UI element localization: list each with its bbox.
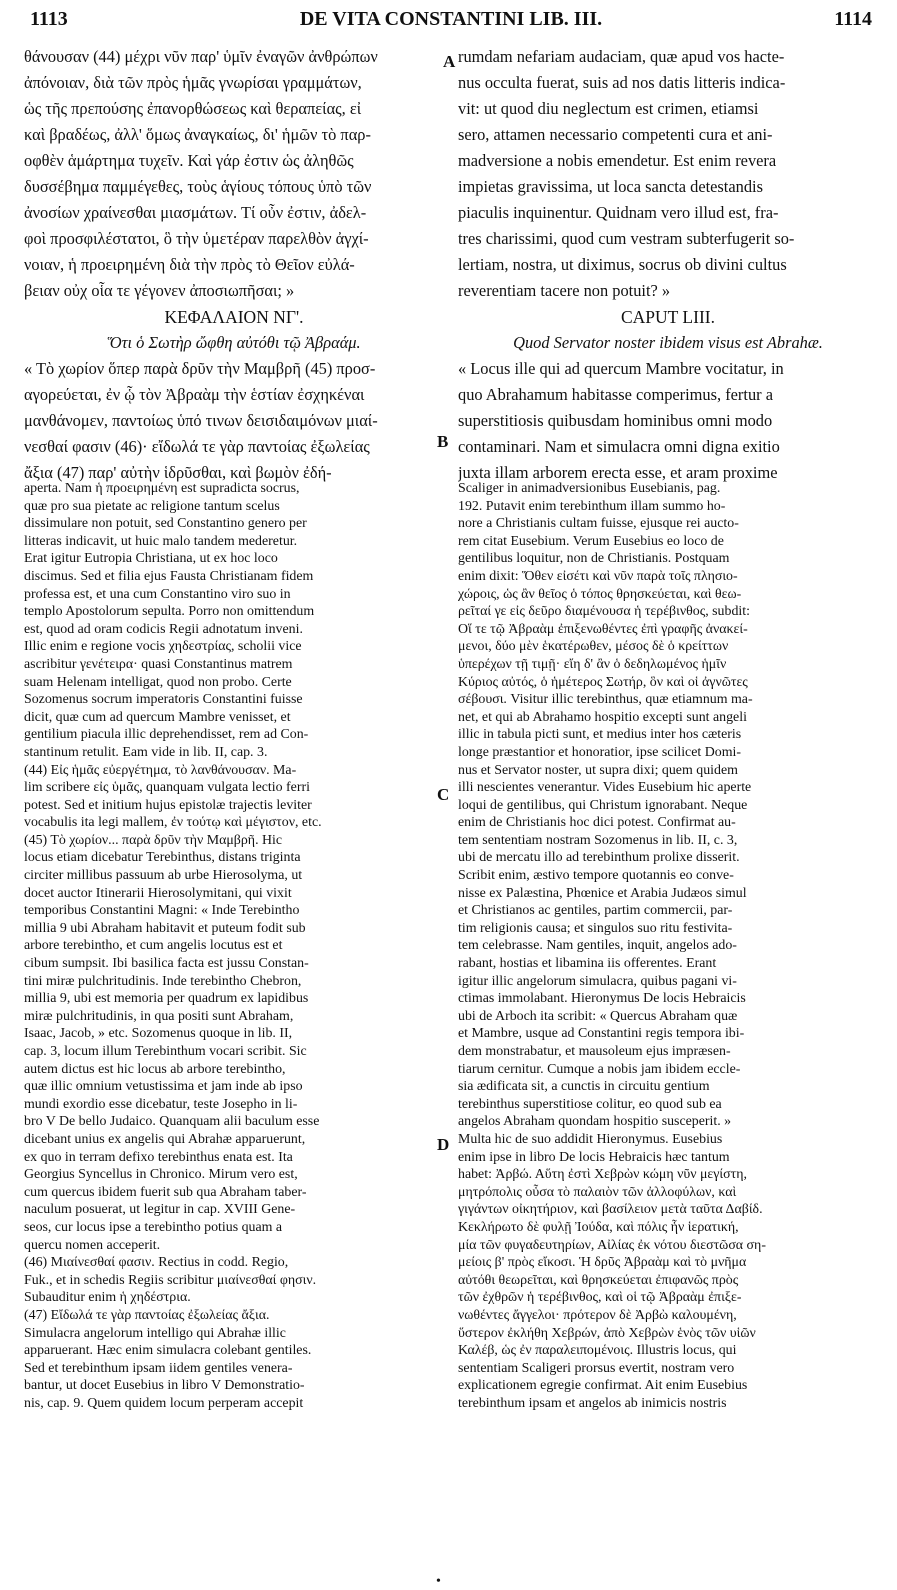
footnote-line: tiarum cernitur. Cumque a nobis jam ibidem eccle- [458,1061,741,1077]
text-line: αγορεύεται, ἐν ᾧ τὸν Ἀβραὰμ τὴν ἑστίαν ἐσχηκέναι [24,385,365,404]
margin-marker-b: B [437,432,449,451]
text-line: ἀνοσίων χραίνεσθαι μιασμάτων. Τί οὖν ἐστιν, ἀδελ- [24,203,367,222]
footnote-line: illi nescientes venerantur. Vides Eusebium hic aperte [458,780,752,796]
footnote-line: apparuerant. Hæc enim simulacra colebant gentiles. [24,1343,312,1359]
footnote-line: nis, cap. 9. Quem quidem locum perperam accepit [24,1395,304,1411]
footnote-line: Simulacra angelorum intelligo qui Abrahæ illic [24,1325,286,1341]
footnote-line: Isaac, Jacob, » etc. Sozomenus quoque in lib. II, [24,1026,293,1042]
footnote-line: et Christianos ac gentiles, partim commercii, par- [458,903,733,919]
text-line: lertiam, nostra, ut diximus, socrus ob divini cultus [458,255,787,274]
greek-text-column [24,44,444,486]
footnote-line: μενοι, δύο μὲν ἑκατέρωθεν, μέσος δὲ ὁ κρείττων [458,639,729,655]
footnote-line: Κεκλήρωτο δὲ φυλῇ Ἰούδα, καὶ πόλις ἦν ἱερατική, [458,1219,739,1235]
text-line: tres charissimi, quod cum vestram subterfugerit so- [458,229,795,248]
text-line: piaculis inquinentur. Quidnam vero illud est, fra- [458,203,779,222]
margin-marker-a: A [443,52,456,71]
text-line: rumdam nefariam audaciam, quæ apud vos hacte- [458,47,785,66]
footnote-line: dicit, quæ cum ad quercum Mambre venisset, et [24,709,291,725]
footnote-line: dem monstrabatur, et mausoleum ejus impræsen- [458,1044,731,1059]
footnote-line: ὕστερον ἐκλήθη Χεβρών, ἀπὸ Χεβρὼν ἑνὸς τῶν υἱῶν [458,1325,756,1341]
footnote-line: nisse ex Palæstina, Phœnice et Arabia Judæos simul [458,885,747,901]
footnote-line: ubi de Arboch ita scribit: « Quercus Abraham quæ [458,1008,738,1024]
footnote-line: nore a Christianis cultam fuisse, ejusque rei aucto- [458,516,739,532]
footnote-line: bantur, ut docet Eusebius in libro V Demonstratio- [24,1378,305,1394]
footnote-line: Sed et terebinthum ipsam iidem gentiles venera- [24,1360,293,1376]
footnote-line: cibum sumpsit. Ibi basilica facta est jussu Constan- [24,956,309,972]
footnote-line: ubi de mercatu illo ad terebinthum prolixe disserit. [458,850,740,866]
footnote-line: bro V De bello Judaico. Quanquam alii baculum esse [24,1114,320,1130]
footnote-line: μητρόπολις οὖσα τὸ παλαιὸν τῶν ἀλλοφύλων, καὶ [458,1184,737,1200]
text-line: madversione a nobis emendetur. Est enim revera [458,151,777,170]
footer-mark: • [436,1574,441,1589]
text-line: impietas gravissima, ut loca sancta detestandis [458,177,763,196]
footnote-line: est, quod ad oram codicis Regii adnotatum inveni. [24,621,303,637]
footnote-line: millia 9 ubi Abraham habitavit et puteum fodit sub [24,920,306,936]
text-line: reverentiam tacere non potuit? » [458,281,671,300]
footnote-line: stantinum retulit. Eam vide in lib. II, cap. 3. [24,744,268,760]
footnote-line: lim scribere εἰς ὑμᾶς, quanquam vulgata lectio ferri [24,780,310,796]
footnote-line: tini miræ pulchritudinis. Inde terebintho Chebron, [24,973,302,989]
footnote-line: tem celebrasse. Nam gentiles, inquit, angelos ado- [458,938,737,954]
footnote-line: Κύριος αὐτός, ὁ ἡμέτερος Σωτήρ, ὃν καὶ οἱ ἀγνῶτες [458,674,748,690]
footnote-line: τῶν ἐχθρῶν ἡ τερέβινθος, καὶ οἱ τῷ Ἀβραὰμ ἐπιξε- [458,1290,742,1306]
text-line: vit: ut quod diu neglectum est crimen, etiamsi [458,99,759,118]
running-title: DE VITA CONSTANTINI LIB. III. [299,8,603,30]
footnote-line: Subauditur enim ἡ χηδέστρια. [24,1290,191,1306]
footnote-line: litteras indicavit, ut huic malo tandem mederetur. [24,533,298,549]
text-line: οφθὲν ἁμάρτημα τυχεῖν. Καὶ γάρ ἐστιν ὡς ἀληθῶς [24,151,354,170]
footnote-line: ascribitur γενέτειρα· quasi Constantinus matrem [24,656,293,672]
footnote-line: suam Helenam intelligat, quod non probo. Certe [24,674,292,690]
footnote-line: gentilium piacula illic deprehendisset, rem ad Con- [24,727,309,743]
footnote-line: terebinthus superstitiose colitur, eo quod sub ea [458,1096,722,1112]
footnote-line: quæ illic omnium vetustissima et jam inde ab ipso [24,1079,303,1095]
footnote-line: ctimas immolabant. Hieronymus De locis Hebraicis [458,991,746,1007]
footnote-line: (46) Μιαίνεσθαί φασιν. Rectius in codd. Regio, [24,1255,289,1271]
footnote-line: terebinthum ipsam et angelos ab inimicis nostris [458,1395,727,1411]
footnote-line: rem citat Eusebium. Verum Eusebius eo loco de [458,533,724,549]
footnote-line: ex quo in terram defixo terebinthus enata est. Ita [24,1149,293,1165]
footnote-line: μείοις β' πρὸς εἴκοσι. Ἡ δρῦς Ἀβραὰμ καὶ τὸ μνῆμα [458,1255,747,1271]
footnote-line: longe præstantior et honoratior, ipse scilicet Domi- [458,744,741,760]
footnote-line: αὐτόθι θεωρεῖται, καὶ θρησκεύεται ἐπιφανῶς πρὸς [458,1272,739,1288]
footnote-line: dissimulare non potuit, sed Constantino genero per [24,516,307,532]
footnote-line: net, et qui ab Abrahamo hospitio excepti sunt angeli [458,709,747,725]
footnote-line: naculum posuerat, ut legitur in cap. XVIII Gene- [24,1202,296,1218]
footnote-line: gentilibus loquitur, non de Christianis. Postquam [458,551,730,567]
text-line: νοιαν, ἡ προειρημένη διὰ τὴν πρὸς τὸ Θεῖον εὐλά- [24,255,355,274]
footnote-line: sententiam Scaligeri prorsus evertit, nostram vero [458,1360,735,1376]
footnote-line: Scribit enim, æstivo tempore quotannis eo conve- [458,868,734,884]
chapter-title: CAPUT LIII. [621,307,715,327]
footnote-line: professa est, et una cum Constantino viro suo in [24,586,291,602]
text-line: « Τὸ χωρίον ὅπερ παρὰ δρῦν τὴν Μαμβρῆ (45) προσ- [24,359,376,378]
footnote-line: cum quercus ibidem fuerit sub qua Abraham taber- [24,1184,307,1200]
footnote-line: sia ædificata sit, a cunctis in circuitu gentium [458,1079,710,1095]
footnote-line: (44) Εἰς ἡμᾶς εὐεργέτημα, τὸ λανθάνουσαν. Ma- [24,762,297,778]
footnote-line: cap. 3, locum illum Terebinthum vocari scribit. Sic [24,1044,307,1059]
page-number-right: 1114 [834,8,872,30]
footnote-line: tem sententiam nostram Sozomenus in lib. II, c. 3, [458,832,738,848]
text-line: βειαν οὐχ οἷα τε γέγονεν ἀποσιωπῆσαι; » [24,281,295,300]
text-line: ἄξια (47) παρ' αὐτὴν ἱδρῦσθαι, καὶ βωμὸν ἐδή- [24,463,332,482]
footnote-line: Illic enim e regione vocis χηδεστρίας, scholii vice [24,639,302,655]
footnote-line: discimus. Sed et filia ejus Fausta Christianam fidem [24,568,314,584]
footnote-line: μία τῶν φυγαδευτηρίων, Αἰλίας ἐκ νότου διεστῶσα ση- [458,1237,766,1253]
text-line: μανθάνομεν, παντοίως ὑπό τινων δεισιδαιμόνων μιαί- [24,411,378,430]
text-line: φοὶ προσφιλέστατοι, ὃ τὴν ὑμετέραν παρελθὸν ἀγχί- [24,229,369,248]
footnote-line: enim de Christianis hoc dici potest. Confirmat au- [458,815,736,831]
footnote-line: Καλέβ, ὡς ἐν παραλειπομένοις. Illustris locus, qui [458,1343,737,1359]
footnote-line: Multa hic de suo addidit Hieronymus. Eusebius [458,1131,723,1147]
text-line: nus occulta fuerat, suis ad nos datis litteris indica- [458,73,786,92]
footnote-line: igitur illic angelorum simulacra, quibus pagani vi- [458,973,737,989]
footnote-line: Οἵ τε τῷ Ἀβραὰμ ἐπιξενωθέντες ἐπὶ γραφῆς ἀνακεί- [458,621,748,637]
footnote-line: χώροις, ὡς ἂν θεῖος ὁ τόπος θρησκεύεται, καὶ θεω- [458,586,742,602]
text-line: « Locus ille qui ad quercum Mambre vocitatur, in [458,359,784,378]
footnote-line: miræ pulchritudinis, in qua positi sunt Abraham, [24,1008,294,1024]
text-line: θάνουσαν (44) μέχρι νῦν παρ' ὑμῖν ἐναγῶν ἀνθρώπων [24,47,378,66]
footnote-line: Scaliger in animadversionibus Eusebianis, pag. [458,481,721,496]
text-line: juxta illam arborem erecta esse, et aram proxime [458,463,778,482]
footnote-line: explicationem egregie confirmat. Ait enim Eusebius [458,1378,748,1394]
footnote-line: (47) Εἴδωλά τε γὰρ παντοίας ἐξωλείας ἄξια. [24,1307,270,1323]
text-line: νεσθαί φασιν (46)· εἴδωλά τε γὰρ παντοίας ἐξωλείας [24,437,370,456]
footnotes-right-column [458,480,878,1412]
footnotes-left-column [24,480,444,1412]
footnote-line: dicebant unius ex angelis qui Abrahæ apparuerunt, [24,1131,306,1147]
footnote-line: vocabulis ita legi mallem, ἐν τούτῳ καὶ μέγιστον, etc. [24,815,322,831]
footnote-line: circiter millibus passuum ab urbe Hierosolyma, ut [24,868,303,884]
text-line: καὶ βραδέως, ἀλλ' ὅμως ἀναγκαίως, δι' ἡμῶν τὸ παρ- [24,125,371,144]
footnote-line: loqui de gentilibus, qui Christum ignorabant. Neque [458,797,748,813]
footnote-line: νωθέντες ἄγγελοι· πρότερον δὲ Ἀρβὼ καλουμένη, [458,1307,737,1323]
text-line: δυσσέβημα παμμέγεθες, τοὺς ἁγίους τόπους ὑπὸ τῶν [24,177,372,196]
footnote-line: Erat igitur Eutropia Christiana, ut ex hoc loco [24,551,278,567]
footnote-line: nus et Servator noster, ut supra dixi; quem quidem [458,762,738,778]
text-line: superstitiosis quibusdam hominibus omni modo [458,411,773,430]
footnote-line: enim ipse in libro De locis Hebraicis hæc tantum [458,1149,730,1165]
footnote-line: Sozomenus socrum imperatoris Constantini fuisse [24,692,303,708]
margin-marker-c: C [437,785,450,804]
text-line: sero, attamen necessario competenti cura et ani- [458,125,773,144]
text-line: quo Abrahamum habitasse comperimus, fertur a [458,385,773,404]
footnote-line: ὑπερέχων τῇ τιμῇ· εἴη δ' ἂν ὁ δεδηλωμένος ἡμῖν [458,656,727,672]
footnote-line: aperta. Nam ἡ προειρημένη est supradicta socrus, [24,481,300,496]
page-number-left: 1113 [30,8,68,30]
text-line: contaminari. Nam et simulacra omni digna exitio [458,437,780,456]
footnote-line: ρεῖταί γε εἰς δεῦρο διαμένουσα ἡ τερέβινθος, subdit: [458,604,750,620]
footnote-line: seos, cur locus ipse a terebintho potius quam a [24,1219,283,1235]
footnote-line: rabant, hostias et libamina iis offerentes. Erant [458,956,717,972]
footnote-line: locus etiam dicebatur Terebinthus, distans triginta [24,850,301,866]
footnote-line: quercu nomen acceperit. [24,1237,161,1253]
footnote-line: enim dixit: Ὅθεν εἰσέτι καὶ νῦν παρὰ τοῖς πλησιο- [458,568,738,584]
footnote-line: templo Apostolorum sepulta. Porro non omittendum [24,604,315,620]
margin-marker-d: D [437,1135,450,1154]
footnote-line: Fuk., et in schedis Regiis scribitur μιαίνεσθαί φησιν. [24,1272,317,1288]
footnote-line: arbore terebintho, et cum angelis locutus est et [24,938,283,954]
footnote-line: angelos Abraham quondam hospitio susceperit. » [458,1114,732,1130]
chapter-subtitle: Ὅτι ὁ Σωτὴρ ὤφθη αὐτόθι τῷ Ἀβραάμ. [107,333,361,352]
footnote-line: et Mambre, usque ad Constantini regis tempora ibi- [458,1026,745,1042]
text-line: ἀπόνοιαν, διὰ τῶν πρὸς ἡμᾶς γνωρίσαι γραμμάτων, [24,73,362,92]
chapter-subtitle: Quod Servator noster ibidem visus est Abrahæ. [513,333,823,352]
footnote-line: millia 9, ubi est memoria per quadrum ex lapidibus [24,991,309,1007]
latin-text-column [458,44,878,486]
footnote-line: γιγάντων οἰκητήριον, καὶ βασίλειον μετὰ ταῦτα Δαβίδ. [458,1202,763,1218]
footnote-line: docet auctor Itinerarii Hierosolymitani, qui vixit [24,885,292,901]
footnote-line: mundi exordio esse dicebatur, teste Josepho in li- [24,1096,298,1112]
footnote-line: autem dictus est hic locus ab arbore terebintho, [24,1061,286,1077]
footnote-line: quæ pro sua pietate ac religione tantum scelus [24,498,280,514]
footnote-line: potest. Sed et initium hujus epistolæ trajectis leviter [24,797,312,813]
footnote-line: illic in tabula picti sunt, et medius inter hos cæteris [458,727,742,743]
text-line: ὡς τῆς πρεπούσης ἐπανορθώσεως καὶ θεραπείας, εἰ [24,99,362,118]
footnote-line: habet: Ἀρβώ. Αὕτη ἐστὶ Χεβρὼν κώμη νῦν μεγίστη, [458,1167,747,1183]
footnote-line: 192. Putavit enim terebinthum illam summo ho- [458,498,726,514]
footnote-line: temporibus Constantini Magni: « Inde Terebintho [24,903,300,919]
chapter-title: ΚΕΦΑΛΑΙΟΝ ΝΓ'. [164,307,304,327]
footnote-line: (45) Τὸ χωρίον... παρὰ δρῦν τὴν Μαμβρῆ. Hic [24,832,283,848]
running-header [30,8,872,38]
footnote-line: Georgius Syncellus in Chronico. Mirum vero est, [24,1167,298,1183]
footnote-line: tim religionis causa; et singulos suo ritu festivita- [458,920,733,936]
footnote-line: σέβουσι. Visitur illic terebinthus, quæ etiamnum ma- [458,692,753,708]
